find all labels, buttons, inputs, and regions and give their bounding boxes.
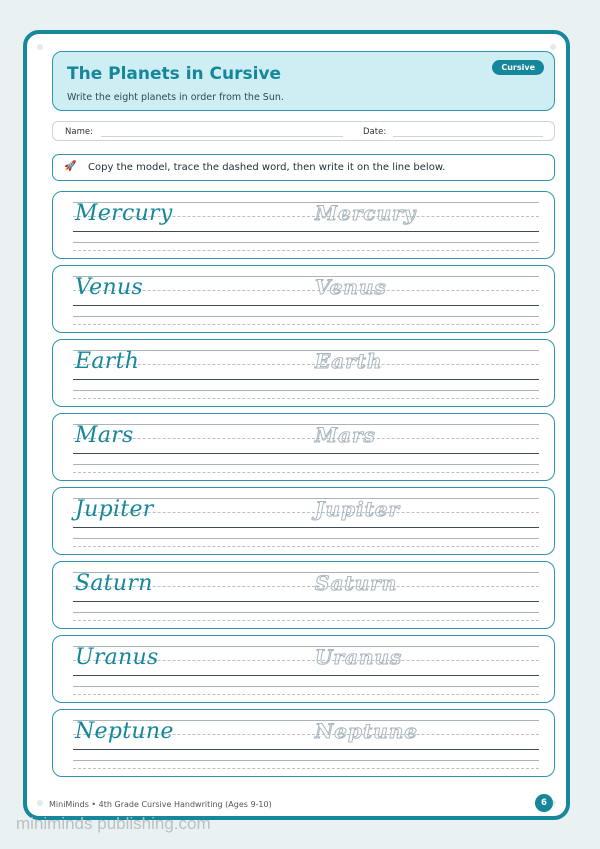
trace-word[interactable]: Mercury bbox=[315, 201, 417, 225]
practice-row bbox=[52, 191, 555, 259]
trace-word[interactable]: Saturn bbox=[315, 571, 398, 595]
instruction-box bbox=[52, 154, 555, 181]
model-guideline bbox=[73, 601, 539, 602]
model-word: Jupiter bbox=[75, 497, 154, 522]
trace-word[interactable]: Earth bbox=[315, 349, 383, 373]
name-line[interactable] bbox=[101, 136, 343, 137]
model-guideline bbox=[73, 231, 539, 232]
watermark: miniminds publishing.com bbox=[16, 814, 211, 833]
page-number: 6 bbox=[535, 794, 553, 812]
practice-row bbox=[52, 561, 555, 629]
practice-row bbox=[52, 487, 555, 555]
practice-row bbox=[52, 413, 555, 481]
model-word: Venus bbox=[75, 275, 144, 300]
category-badge: Cursive bbox=[492, 60, 544, 75]
model-guideline bbox=[73, 350, 539, 351]
practice-row bbox=[52, 709, 555, 777]
rocket-icon: 🚀 bbox=[64, 161, 77, 172]
model-guideline bbox=[73, 424, 539, 425]
name-label: Name: bbox=[65, 127, 93, 137]
writing-guideline[interactable] bbox=[73, 694, 539, 695]
writing-guideline[interactable] bbox=[73, 620, 539, 621]
writing-guideline[interactable] bbox=[73, 472, 539, 473]
model-word: Uranus bbox=[75, 645, 159, 670]
trace-word[interactable]: Neptune bbox=[315, 719, 419, 743]
name-date-row bbox=[52, 121, 555, 141]
trace-word[interactable]: Venus bbox=[315, 275, 387, 299]
title-banner bbox=[52, 51, 555, 111]
writing-guideline[interactable] bbox=[73, 242, 539, 243]
trace-word[interactable]: Uranus bbox=[315, 645, 403, 669]
page-subtitle: Write the eight planets in order from the Sun. bbox=[67, 92, 284, 103]
writing-guideline[interactable] bbox=[73, 538, 539, 539]
model-guideline bbox=[73, 527, 539, 528]
writing-guideline[interactable] bbox=[73, 398, 539, 399]
date-line[interactable] bbox=[393, 136, 543, 137]
model-guideline bbox=[73, 438, 539, 439]
writing-guideline[interactable] bbox=[73, 612, 539, 613]
model-guideline bbox=[73, 675, 539, 676]
corner-dot bbox=[550, 44, 556, 50]
model-word: Saturn bbox=[75, 571, 153, 596]
model-word: Mars bbox=[75, 423, 134, 448]
model-word: Neptune bbox=[75, 719, 174, 744]
writing-guideline[interactable] bbox=[73, 316, 539, 317]
page-title: The Planets in Cursive bbox=[67, 64, 282, 84]
writing-guideline[interactable] bbox=[73, 768, 539, 769]
instruction-text: Copy the model, trace the dashed word, then write it on the line below. bbox=[88, 162, 446, 173]
worksheet-page bbox=[23, 30, 570, 820]
practice-row bbox=[52, 339, 555, 407]
writing-guideline[interactable] bbox=[73, 760, 539, 761]
model-guideline bbox=[73, 379, 539, 380]
model-guideline bbox=[73, 749, 539, 750]
date-label: Date: bbox=[363, 127, 387, 137]
writing-guideline[interactable] bbox=[73, 464, 539, 465]
trace-word[interactable]: Jupiter bbox=[315, 497, 401, 521]
practice-row bbox=[52, 265, 555, 333]
corner-dot bbox=[37, 44, 43, 50]
writing-guideline[interactable] bbox=[73, 546, 539, 547]
writing-guideline[interactable] bbox=[73, 324, 539, 325]
trace-word[interactable]: Mars bbox=[315, 423, 376, 447]
writing-guideline[interactable] bbox=[73, 250, 539, 251]
model-guideline bbox=[73, 453, 539, 454]
model-word: Earth bbox=[75, 349, 140, 374]
model-guideline bbox=[73, 364, 539, 365]
corner-dot bbox=[37, 800, 43, 806]
practice-row bbox=[52, 635, 555, 703]
footer-text: MiniMinds • 4th Grade Cursive Handwriting (Ages 9-10) bbox=[49, 800, 272, 809]
writing-guideline[interactable] bbox=[73, 686, 539, 687]
model-guideline bbox=[73, 305, 539, 306]
writing-guideline[interactable] bbox=[73, 390, 539, 391]
model-word: Mercury bbox=[75, 201, 173, 226]
